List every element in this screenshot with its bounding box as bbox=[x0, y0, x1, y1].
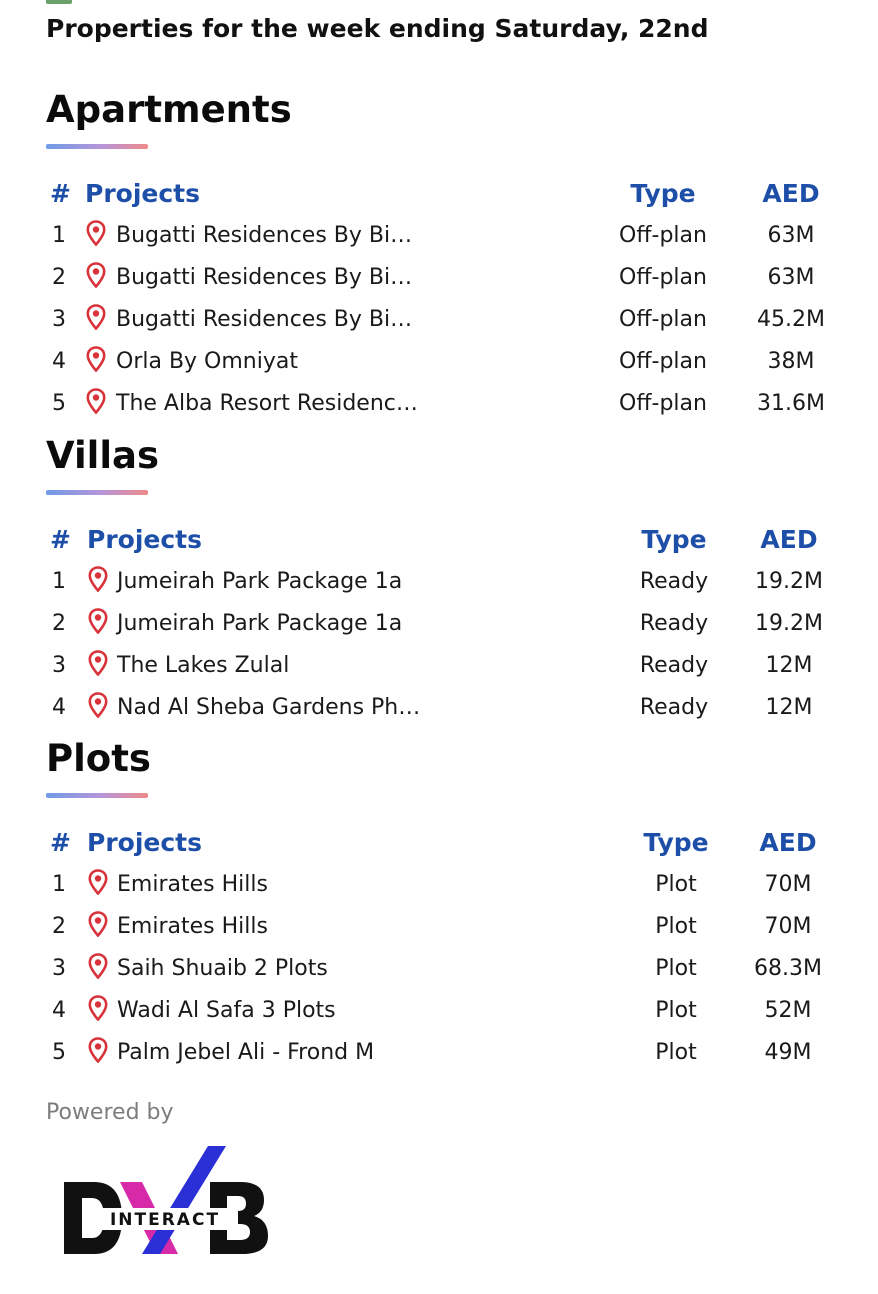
table-row[interactable] bbox=[46, 603, 836, 645]
property-type: Plot bbox=[655, 998, 697, 1023]
row-rank: 1 bbox=[52, 872, 66, 897]
property-type: Off-plan bbox=[619, 391, 707, 416]
property-type: Ready bbox=[639, 569, 709, 594]
price-aed: 12M bbox=[765, 695, 813, 720]
price-aed: 70M bbox=[764, 872, 812, 897]
location-pin-icon bbox=[88, 1037, 108, 1063]
week-heading: Properties for the week ending Saturday, 22nd bbox=[46, 14, 709, 43]
table-row[interactable] bbox=[46, 864, 836, 906]
price-aed: 52M bbox=[764, 998, 812, 1023]
project-name[interactable]: The Lakes Zulal bbox=[117, 653, 290, 678]
price-aed: 68.3M bbox=[754, 956, 822, 981]
apartments-section bbox=[46, 88, 836, 425]
property-type: Ready bbox=[639, 695, 709, 720]
row-rank: 2 bbox=[52, 611, 66, 636]
project-name[interactable]: Bugatti Residences By Bi… bbox=[116, 307, 413, 332]
col-aed: AED bbox=[762, 179, 820, 208]
price-aed: 31.6M bbox=[757, 391, 825, 416]
section-underline bbox=[46, 490, 148, 495]
table-row[interactable] bbox=[46, 1032, 836, 1074]
powered-by-label: Powered by bbox=[46, 1100, 174, 1125]
col-projects: Projects bbox=[87, 828, 203, 857]
property-type: Off-plan bbox=[619, 349, 707, 374]
project-name[interactable]: Nad Al Sheba Gardens Ph… bbox=[117, 695, 421, 720]
col-projects: Projects bbox=[87, 525, 203, 554]
project-name[interactable]: The Alba Resort Residenc… bbox=[116, 391, 418, 416]
col-num: # bbox=[50, 828, 71, 857]
project-name[interactable]: Palm Jebel Ali - Frond M bbox=[117, 1040, 375, 1065]
villas-section bbox=[46, 434, 836, 729]
table-row[interactable] bbox=[46, 687, 836, 729]
table-row[interactable] bbox=[46, 906, 836, 948]
section-underline bbox=[46, 144, 148, 149]
location-pin-icon bbox=[86, 304, 106, 330]
location-pin-icon bbox=[88, 692, 108, 718]
table-row[interactable] bbox=[46, 299, 836, 341]
col-type: Type bbox=[641, 525, 707, 554]
price-aed: 19.2M bbox=[755, 611, 823, 636]
table-header bbox=[46, 822, 836, 864]
project-name[interactable]: Orla By Omniyat bbox=[116, 349, 298, 374]
table-row[interactable] bbox=[46, 645, 836, 687]
location-pin-icon bbox=[88, 995, 108, 1021]
col-type: Type bbox=[630, 179, 696, 208]
col-aed: AED bbox=[759, 828, 817, 857]
price-aed: 70M bbox=[764, 914, 812, 939]
project-name[interactable]: Jumeirah Park Package 1a bbox=[117, 611, 403, 636]
row-rank: 4 bbox=[52, 998, 66, 1023]
property-type: Plot bbox=[655, 914, 697, 939]
section-underline bbox=[46, 793, 148, 798]
section-title: Villas bbox=[46, 434, 160, 477]
table-row[interactable] bbox=[46, 257, 836, 299]
table-row[interactable] bbox=[46, 341, 836, 383]
location-pin-icon bbox=[88, 566, 108, 592]
location-pin-icon bbox=[86, 220, 106, 246]
table-row[interactable] bbox=[46, 948, 836, 990]
property-type: Off-plan bbox=[619, 223, 707, 248]
row-rank: 1 bbox=[52, 569, 66, 594]
table-header bbox=[46, 519, 836, 561]
location-pin-icon bbox=[88, 953, 108, 979]
property-type: Off-plan bbox=[619, 265, 707, 290]
project-name[interactable]: Bugatti Residences By Bi… bbox=[116, 265, 413, 290]
section-title: Apartments bbox=[46, 88, 292, 131]
location-pin-icon bbox=[86, 388, 106, 414]
property-type: Ready bbox=[639, 653, 709, 678]
col-type: Type bbox=[643, 828, 709, 857]
price-aed: 19.2M bbox=[755, 569, 823, 594]
project-name[interactable]: Saih Shuaib 2 Plots bbox=[117, 956, 328, 981]
property-type: Ready bbox=[639, 611, 709, 636]
row-rank: 3 bbox=[52, 307, 66, 332]
price-aed: 38M bbox=[767, 349, 815, 374]
location-pin-icon bbox=[86, 346, 106, 372]
table-header bbox=[46, 173, 836, 215]
location-pin-icon bbox=[88, 650, 108, 676]
row-rank: 3 bbox=[52, 653, 66, 678]
section-title: Plots bbox=[46, 737, 151, 780]
property-type: Off-plan bbox=[619, 307, 707, 332]
property-type: Plot bbox=[655, 872, 697, 897]
row-rank: 5 bbox=[52, 1040, 66, 1065]
table-row[interactable] bbox=[46, 215, 836, 257]
table-row[interactable] bbox=[46, 561, 836, 603]
col-projects: Projects bbox=[85, 179, 201, 208]
location-pin-icon bbox=[86, 262, 106, 288]
property-type: Plot bbox=[655, 956, 697, 981]
price-aed: 12M bbox=[765, 653, 813, 678]
location-pin-icon bbox=[88, 869, 108, 895]
property-type: Plot bbox=[655, 1040, 697, 1065]
row-rank: 2 bbox=[52, 914, 66, 939]
dxb-interact-logo bbox=[60, 1144, 272, 1260]
col-num: # bbox=[50, 179, 71, 208]
price-aed: 63M bbox=[767, 265, 815, 290]
price-aed: 63M bbox=[767, 223, 815, 248]
col-num: # bbox=[50, 525, 71, 554]
table-row[interactable] bbox=[46, 383, 836, 425]
header-image-fragment bbox=[46, 0, 72, 4]
project-name[interactable]: Bugatti Residences By Bi… bbox=[116, 223, 413, 248]
row-rank: 4 bbox=[52, 349, 66, 374]
row-rank: 1 bbox=[52, 223, 66, 248]
row-rank: 3 bbox=[52, 956, 66, 981]
location-pin-icon bbox=[88, 608, 108, 634]
plots-section bbox=[46, 737, 836, 1074]
row-rank: 2 bbox=[52, 265, 66, 290]
location-pin-icon bbox=[88, 911, 108, 937]
price-aed: 49M bbox=[764, 1040, 812, 1065]
col-aed: AED bbox=[760, 525, 818, 554]
project-name[interactable]: Emirates Hills bbox=[117, 872, 268, 897]
table-row[interactable] bbox=[46, 990, 836, 1032]
price-aed: 45.2M bbox=[757, 307, 825, 332]
logo-subtext: INTERACT bbox=[109, 1210, 221, 1230]
project-name[interactable]: Jumeirah Park Package 1a bbox=[117, 569, 403, 594]
row-rank: 4 bbox=[52, 695, 66, 720]
project-name[interactable]: Wadi Al Safa 3 Plots bbox=[117, 998, 336, 1023]
project-name[interactable]: Emirates Hills bbox=[117, 914, 268, 939]
row-rank: 5 bbox=[52, 391, 66, 416]
